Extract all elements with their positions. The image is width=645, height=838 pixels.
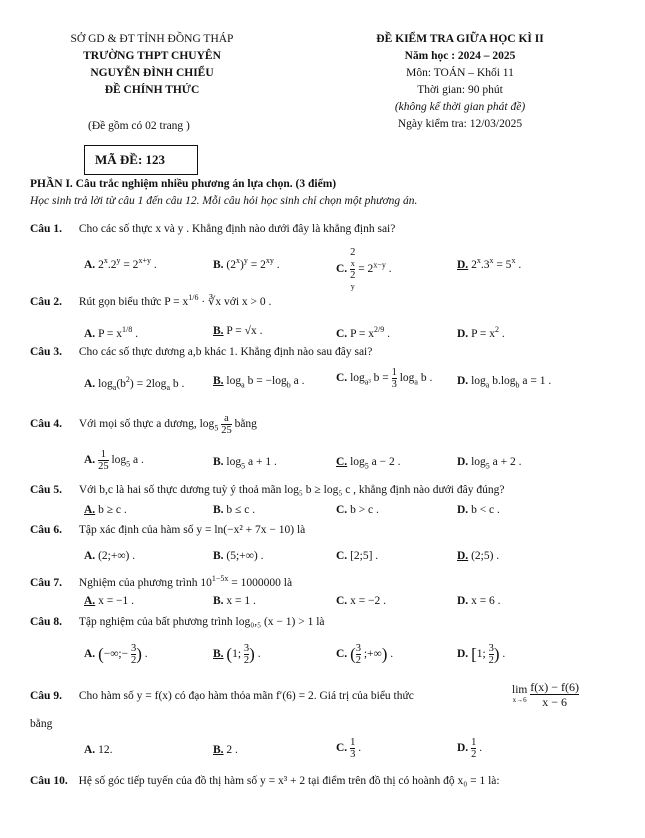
question-1 xyxy=(30,223,395,235)
question-9 xyxy=(30,690,414,702)
question-text: Với mọi số thực a dương, xyxy=(78,418,197,431)
question-number: Câu 9. xyxy=(30,690,62,702)
pages-note: (Đề gồm có 02 trang ) xyxy=(88,120,190,132)
duration-note: (không kể thời gian phát đề) xyxy=(394,101,526,113)
q3-option-c[interactable]: C. $\log_{a^3} b$ = $\frac{1}{3}$ $\log_a b$ . xyxy=(336,367,433,390)
question-text: Tập xác định của hàm số y = ln(−x² + 7x − 10) là xyxy=(78,524,306,536)
q9-tail: bằng xyxy=(30,718,53,730)
q8-option-b[interactable]: B. (1; $\frac{3}{2}$ ) . xyxy=(213,643,261,666)
q1-option-d[interactable]: D. $2^x.3^x = 5^x$ . xyxy=(457,256,522,271)
question-7: Câu 7. Nghiệm của phương trình $10^{1-5x} = 1000000$ là xyxy=(30,574,293,589)
q7-tail: là xyxy=(283,576,293,589)
question-number: Câu 5. xyxy=(30,484,62,496)
q8-option-a[interactable]: A. (−∞;− $\frac{3}{2}$ ) . xyxy=(84,643,148,666)
question-5 xyxy=(30,484,504,496)
q3-option-b[interactable]: B. $\log_a b = -\log_b$ a . xyxy=(213,375,305,390)
exam-title: ĐỀ KIỂM TRA GIỮA HỌC KÌ II xyxy=(376,33,544,45)
question-10 xyxy=(30,775,500,787)
question-text: Cho các số thực x và y . Khẳng định nào dưới đây là khẳng định sai? xyxy=(78,223,396,235)
question-8 xyxy=(30,616,325,628)
exam-date: Ngày kiểm tra: 12/03/2025 xyxy=(397,118,523,130)
question-number: Câu 2. xyxy=(30,295,62,308)
q2-condition: với x > 0 . xyxy=(224,295,272,308)
q6-option-d[interactable]: D. (2;5) . xyxy=(457,550,500,562)
q4-option-d[interactable]: D. $\log_5 a + 2$ . xyxy=(457,456,522,471)
q6-option-a[interactable]: A. (2;+∞) . xyxy=(84,550,136,562)
question-text: Cho hàm số y = f(x) có đạo hàm thỏa mãn f′(6) = 2. Giá trị của biểu thức xyxy=(78,690,414,702)
duration: Thời gian: 90 phút xyxy=(417,84,503,96)
part1-instruction: Học sinh trả lời từ câu 1 đến câu 12. Mỗi câu hỏi học sinh chỉ chọn một phương án. xyxy=(30,195,418,207)
question-3 xyxy=(30,346,372,358)
q9-option-a[interactable]: A. 12. xyxy=(84,744,113,756)
question-text: Rút gọn biểu thức xyxy=(78,295,162,308)
q1-option-c[interactable]: C. 2 x 2 y = $2^{x-y}$ . xyxy=(336,247,392,291)
header-left xyxy=(52,31,252,99)
q2-option-c[interactable]: C. $P = x^{2/9}$ . xyxy=(336,325,391,340)
q2-option-a[interactable]: A. $P = x^{1/8}$ . xyxy=(84,325,139,340)
q1-option-b[interactable]: B. $(2^x)^y = 2^{xy}$ . xyxy=(213,256,280,271)
q8-option-d[interactable]: D. [1; $\frac{3}{2}$ ) . xyxy=(457,643,506,666)
q5-option-c[interactable]: C. b > c . xyxy=(336,504,379,516)
part1-title: PHẦN I. Câu trắc nghiệm nhiều phương án lựa chọn. (3 điểm) xyxy=(30,178,337,190)
q7-option-a[interactable]: A. x = −1 . xyxy=(84,595,135,607)
q2-option-b[interactable]: B. P = √x . xyxy=(213,325,263,337)
question-text: Hệ số góc tiếp tuyến của đồ thị hàm số y = x³ + 2 tại điểm trên đồ thị có hoành độ x₀ = 1 là: xyxy=(78,775,500,787)
question-6 xyxy=(30,524,305,536)
q9-option-b[interactable]: B. 2 . xyxy=(213,744,238,756)
question-2: Câu 2. Rút gọn biểu thức $P = x^{1/6}$ · ∛x với x > 0 . xyxy=(30,293,272,308)
question-number: Câu 4. xyxy=(30,418,62,431)
school-name-line2: NGUYỄN ĐÌNH CHIỂU xyxy=(90,67,214,79)
q7-option-b[interactable]: B. x = 1 . xyxy=(213,595,256,607)
subject: Môn: TOÁN – Khối 11 xyxy=(406,67,514,79)
q4-option-c[interactable]: C. $\log_5 a - 2$ . xyxy=(336,456,401,471)
q9-limit-expression: lim x→6 $\frac{f(x) - f(6)}{x - 6}$ xyxy=(512,680,579,709)
school-name-line1: TRƯỜNG THPT CHUYÊN xyxy=(83,50,221,62)
exam-code-box: MÃ ĐỀ: 123 xyxy=(84,145,198,175)
question-number: Câu 6. xyxy=(30,524,62,536)
question-text: Với b,c là hai số thực dương tuỳ ý thoả mãn log₅ b ≥ log₅ c , khẳng định nào dưới đây đúng? xyxy=(78,484,505,496)
department-name: SỞ GD & ĐT TỈNH ĐỒNG THÁP xyxy=(70,33,234,45)
q5-option-a[interactable]: A. b ≥ c . xyxy=(84,504,127,516)
q1-option-a[interactable]: A. $2^x.2^y = 2^{x+y}$ . xyxy=(84,256,157,271)
q8-option-c[interactable]: C. ( $\frac{3}{2}$ ;+∞) . xyxy=(336,643,394,666)
question-number: Câu 7. xyxy=(30,576,62,589)
question-number: Câu 1. xyxy=(30,223,62,235)
question-4: Câu 4. Với mọi số thực a dương, $\log_5$ $\frac{a}{25}$ bằng xyxy=(30,413,257,436)
question-text: Tập nghiệm của bất phương trình log₀,₅ (x − 1) > 1 là xyxy=(78,616,325,628)
question-number: Câu 8. xyxy=(30,616,62,628)
q2-option-d[interactable]: D. $P = x^2$ . xyxy=(457,325,505,340)
q3-option-a[interactable]: A. $\log_a(b^2) = 2\log_a$ b . xyxy=(84,375,185,393)
question-number: Câu 10. xyxy=(30,775,68,787)
official-label: ĐỀ CHÍNH THỨC xyxy=(104,84,200,96)
q9-option-c[interactable]: C. $\frac{1}{3}$ . xyxy=(336,737,362,760)
q4-tail: bằng xyxy=(234,418,257,431)
question-number: Câu 3. xyxy=(30,346,62,358)
q5-option-d[interactable]: D. b < c . xyxy=(457,504,500,516)
q5-option-b[interactable]: B. b ≤ c . xyxy=(213,504,256,516)
q7-option-d[interactable]: D. x = 6 . xyxy=(457,595,501,607)
q4-option-b[interactable]: B. $\log_5 a + 1$ . xyxy=(213,456,277,471)
q6-option-b[interactable]: B. (5;+∞) . xyxy=(213,550,264,562)
question-text: Nghiệm của phương trình xyxy=(78,576,198,589)
q3-option-d[interactable]: D. $\log_a b.\log_b$ a = 1 . xyxy=(457,375,552,390)
q9-option-d[interactable]: D. $\frac{1}{2}$ . xyxy=(457,737,483,760)
school-year: Năm học : 2024 – 2025 xyxy=(404,50,516,62)
q4-option-a[interactable]: A. $\frac{1}{25}$ $\log_5 a$ . xyxy=(84,449,144,472)
q6-option-c[interactable]: C. [2;5] . xyxy=(336,550,379,562)
question-text: Cho các số thực dương a,b khác 1. Khẳng định nào sau đây sai? xyxy=(78,346,373,358)
q7-option-c[interactable]: C. x = −2 . xyxy=(336,595,387,607)
header-right xyxy=(345,31,575,133)
